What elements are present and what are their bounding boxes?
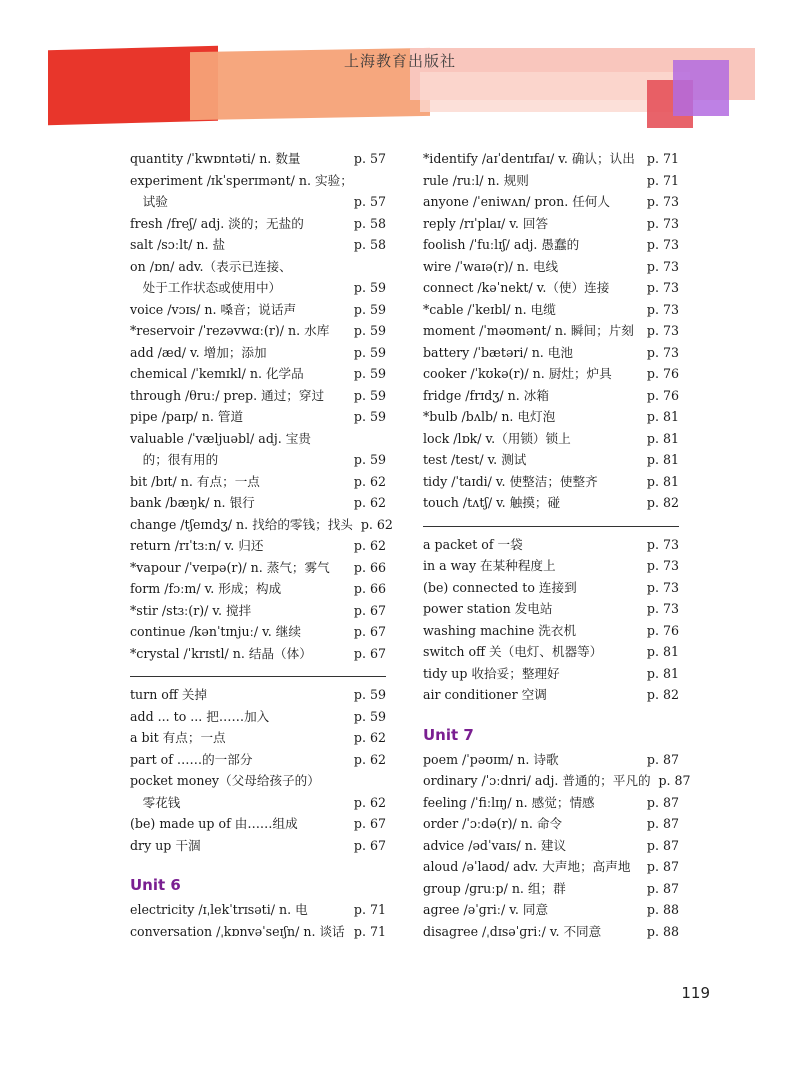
entry-term: fresh /freʃ/ adj. 淡的；无盐的: [130, 215, 304, 231]
entry-page-ref: p. 73: [646, 258, 679, 274]
entry-page-ref: p. 62: [353, 751, 386, 767]
glossary-entry: [423, 256, 679, 278]
entry-page-ref: p. 66: [353, 559, 386, 575]
entry-page-ref: p. 59: [353, 344, 386, 360]
entry-term: 处于工作状态或使用中）: [130, 280, 282, 295]
entry-page-ref: p. 71: [353, 902, 386, 917]
glossary-entry: [130, 406, 386, 428]
glossary-entry: [130, 921, 386, 943]
left-column: [130, 148, 393, 942]
entry-term: (be) connected to 连接到: [423, 579, 577, 595]
entry-term: order /ˈɔːdə(r)/ n. 命令: [423, 816, 563, 831]
entry-term: rule /ruːl/ n. 规则: [423, 172, 529, 188]
glossary-entry: [423, 813, 679, 835]
glossary-entry: [130, 535, 386, 557]
section-divider: [130, 676, 386, 677]
glossary-entry: [130, 684, 386, 706]
entry-page-ref: p. 87: [646, 794, 679, 810]
entry-term: electricity /ɪˌlekˈtrɪsəti/ n. 电: [130, 902, 308, 917]
entry-term: reply /rɪˈplaɪ/ v. 回答: [423, 215, 549, 231]
entry-page-ref: p. 59: [353, 687, 386, 702]
entry-page-ref: p. 66: [353, 581, 386, 596]
entry-page-ref: p. 87: [658, 773, 691, 788]
glossary-entry: [423, 148, 679, 170]
entry-term: tidy up 收拾妥；整理好: [423, 665, 560, 681]
glossary-entry: [423, 792, 679, 814]
entry-term: wire /ˈwaɪə(r)/ n. 电线: [423, 258, 559, 274]
glossary-entry: [130, 835, 386, 857]
entry-page-ref: p. 59: [353, 366, 386, 381]
entry-term: tidy /ˈtaɪdi/ v. 使整洁；使整齐: [423, 473, 598, 489]
unit-7-word-list: [423, 749, 691, 943]
glossary-entry: [423, 534, 679, 556]
entry-term: 试验: [130, 194, 168, 209]
entry-term: salt /sɔːlt/ n. 盐: [130, 237, 226, 252]
entry-term: *stir /stɜː(r)/ v. 搅拌: [130, 602, 252, 618]
entry-page-ref: p. 82: [646, 687, 679, 702]
entry-term: battery /ˈbætəri/ n. 电池: [423, 344, 573, 360]
glossary-entry: [423, 234, 679, 256]
glossary-entry: [423, 770, 691, 792]
entry-term: change /tʃeɪndʒ/ n. 找给的零钱；找头: [130, 516, 353, 532]
entry-term: moment /ˈməʊmənt/ n. 瞬间；片刻: [423, 323, 634, 338]
entry-page-ref: p. 59: [353, 708, 386, 724]
glossary-entry: [423, 320, 679, 342]
glossary-entry: [130, 899, 386, 921]
glossary-entry: [130, 492, 386, 514]
entry-page-ref: p. 88: [646, 902, 679, 917]
right-phrase-list: [423, 534, 679, 706]
unit-6-heading: Unit 6: [130, 876, 181, 894]
entry-page-ref: p. 67: [353, 837, 386, 853]
glossary-entry: [130, 385, 386, 407]
glossary-entry: [130, 363, 386, 385]
entry-term: on /ɒn/ adv.（表示已连接、: [130, 258, 292, 274]
entry-page-ref: p. 73: [646, 237, 679, 252]
entry-page-ref: p. 62: [353, 473, 386, 489]
entry-term: valuable /ˈvæljuəbl/ adj. 宝贵: [130, 430, 311, 446]
entry-term: part of ……的一部分: [130, 751, 253, 767]
glossary-entry: [423, 191, 679, 213]
glossary-entry: [423, 577, 679, 599]
entry-term: *identify /aɪˈdentɪfaɪ/ v. 确认；认出: [423, 151, 635, 166]
entry-page-ref: p. 59: [353, 280, 386, 295]
glossary-entry: [423, 385, 679, 407]
entry-page-ref: p. 73: [646, 194, 679, 209]
glossary-entry: [130, 706, 386, 728]
glossary-entry: [423, 663, 679, 685]
entry-term: quantity /ˈkwɒntəti/ n. 数量: [130, 151, 301, 166]
entry-page-ref: p. 71: [646, 172, 679, 188]
glossary-entry: [130, 148, 386, 170]
entry-term: chemical /ˈkemɪkl/ n. 化学品: [130, 366, 304, 381]
entry-term: form /fɔːm/ v. 形成；构成: [130, 581, 282, 596]
entry-term: conversation /ˌkɒnvəˈseɪʃn/ n. 谈话: [130, 923, 345, 939]
entry-page-ref: p. 62: [353, 538, 386, 553]
entry-term: feeling /ˈfiːlɪŋ/ n. 感觉；情感: [423, 794, 595, 810]
entry-term: test /test/ v. 测试: [423, 452, 527, 467]
unit-7-heading: Unit 7: [423, 725, 474, 744]
entry-term: power station 发电站: [423, 601, 553, 616]
entry-page-ref: p. 87: [646, 751, 679, 767]
entry-page-ref: p. 81: [646, 665, 679, 681]
entry-term: fridge /frɪdʒ/ n. 冰箱: [423, 387, 549, 403]
entry-term: dry up 干涸: [130, 837, 201, 853]
glossary-entry: [130, 578, 386, 600]
entry-page-ref: p. 62: [353, 794, 386, 810]
glossary-entry: [130, 792, 386, 814]
entry-term: in a way 在某种程度上: [423, 558, 556, 573]
entry-page-ref: p. 81: [646, 452, 679, 467]
entry-term: cooker /ˈkʊkə(r)/ n. 厨灶；炉具: [423, 366, 612, 381]
glossary-entry: [130, 557, 386, 579]
entry-page-ref: p. 82: [646, 495, 679, 510]
glossary-entry: [130, 256, 386, 278]
entry-page-ref: p. 57: [353, 194, 386, 209]
entry-page-ref: p. 62: [353, 495, 386, 510]
entry-page-ref: p. 73: [646, 601, 679, 616]
header-banner: [0, 0, 800, 140]
entry-page-ref: p. 81: [646, 644, 679, 659]
glossary-entry: [130, 770, 386, 792]
entry-term: return /rɪˈtɜːn/ v. 归还: [130, 538, 264, 553]
entry-page-ref: p. 73: [646, 323, 679, 338]
glossary-entry: [423, 921, 679, 943]
glossary-entry: [423, 835, 679, 857]
glossary-entry: [423, 555, 679, 577]
entry-term: touch /tʌtʃ/ v. 触摸；碰: [423, 495, 561, 510]
glossary-entry: [130, 813, 386, 835]
glossary-entry: [423, 856, 679, 878]
entry-page-ref: p. 81: [646, 473, 679, 489]
entry-page-ref: p. 57: [353, 151, 386, 166]
entry-term: connect /kəˈnekt/ v.（使）连接: [423, 280, 610, 295]
entry-page-ref: p. 73: [646, 579, 679, 595]
entry-page-ref: p. 59: [353, 409, 386, 424]
entry-page-ref: p. 76: [646, 366, 679, 381]
entry-page-ref: p. 73: [646, 215, 679, 231]
glossary-entry: [423, 299, 679, 321]
entry-page-ref: p. 81: [646, 430, 679, 446]
glossary-entry: [130, 428, 386, 450]
entry-term: foolish /ˈfuːlɪʃ/ adj. 愚蠢的: [423, 237, 580, 252]
entry-page-ref: p. 88: [646, 923, 679, 939]
entry-term: lock /lɒk/ v.（用锁）锁上: [423, 430, 571, 446]
left-word-list: [130, 148, 393, 664]
glossary-entry: [130, 749, 386, 771]
entry-page-ref: p. 62: [353, 730, 386, 745]
glossary-entry: [423, 749, 679, 771]
glossary-entry: [130, 277, 386, 299]
glossary-entry: [423, 620, 679, 642]
entry-page-ref: p. 67: [353, 645, 386, 661]
glossary-entry: [423, 213, 679, 235]
entry-page-ref: p. 87: [646, 859, 679, 874]
entry-page-ref: p. 73: [646, 301, 679, 317]
entry-term: aloud /əˈlaʊd/ adv. 大声地；高声地: [423, 859, 631, 874]
entry-term: pocket money（父母给孩子的）: [130, 773, 320, 788]
entry-term: 的；很有用的: [130, 452, 219, 467]
glossary-entry: [130, 342, 386, 364]
entry-term: turn off 关掉: [130, 687, 208, 702]
glossary-entry: [423, 170, 679, 192]
glossary-entry: [130, 170, 386, 192]
entry-term: air conditioner 空调: [423, 687, 547, 702]
glossary-entry: [423, 363, 679, 385]
entry-page-ref: p. 59: [353, 323, 386, 338]
glossary-entry: [423, 492, 679, 514]
entry-term: 零花钱: [130, 794, 181, 810]
entry-term: advice /ədˈvaɪs/ n. 建议: [423, 837, 567, 853]
entry-term: add /æd/ v. 增加；添加: [130, 344, 267, 360]
glossary-entry: [130, 234, 386, 256]
glossary-entry: [423, 641, 679, 663]
section-divider: [423, 526, 679, 527]
glossary-entry: [130, 643, 386, 665]
entry-page-ref: p. 81: [646, 409, 679, 424]
entry-term: disagree /ˌdɪsəˈɡriː/ v. 不同意: [423, 923, 602, 939]
entry-term: bank /bæŋk/ n. 银行: [130, 495, 255, 510]
glossary-entry: [423, 598, 679, 620]
entry-term: a packet of 一袋: [423, 536, 523, 552]
entry-term: *crystal /ˈkrɪstl/ n. 结晶（体）: [130, 645, 312, 661]
entry-term: switch off 关（电灯、机器等）: [423, 644, 603, 659]
entry-term: experiment /ɪkˈsperɪmənt/ n. 实验；: [130, 172, 353, 188]
entry-page-ref: p. 67: [353, 624, 386, 639]
glossary-entry: [130, 600, 386, 622]
glossary-entry: [423, 449, 679, 471]
glossary-entry: [130, 320, 386, 342]
unit-6-word-list: [130, 899, 386, 942]
entry-term: washing machine 洗衣机: [423, 622, 577, 638]
entry-term: pipe /paɪp/ n. 管道: [130, 409, 244, 424]
entry-page-ref: p. 67: [353, 816, 386, 831]
entry-page-ref: p. 58: [353, 215, 386, 231]
right-word-list: [423, 148, 679, 514]
entry-term: *vapour /ˈveɪpə(r)/ n. 蒸气；雾气: [130, 559, 330, 575]
entry-page-ref: p. 59: [353, 387, 386, 403]
glossary-entry: [423, 684, 679, 706]
left-phrase-list: [130, 684, 386, 856]
entry-term: *bulb /bʌlb/ n. 电灯泡: [423, 409, 556, 424]
entry-page-ref: p. 59: [353, 452, 386, 467]
entry-page-ref: p. 62: [360, 516, 393, 532]
entry-term: (be) made up of 由……组成: [130, 816, 298, 831]
entry-term: *reservoir /ˈrezəvwɑː(r)/ n. 水库: [130, 323, 330, 338]
entry-term: add ... to ... 把……加入: [130, 708, 270, 724]
glossary-entry: [130, 621, 386, 643]
entry-page-ref: p. 71: [646, 151, 679, 166]
glossary-entry: [130, 471, 386, 493]
entry-page-ref: p. 71: [353, 923, 386, 939]
glossary-entry: [130, 299, 386, 321]
glossary-entry: [423, 342, 679, 364]
right-column: [423, 148, 691, 942]
entry-term: through /θruː/ prep. 通过；穿过: [130, 387, 325, 403]
glossary-entry: [130, 727, 386, 749]
glossary-entry: [130, 213, 386, 235]
glossary-entry: [423, 277, 679, 299]
entry-term: poem /ˈpəʊɪm/ n. 诗歌: [423, 751, 559, 767]
glossary-entry: [423, 878, 679, 900]
glossary-entry: [130, 449, 386, 471]
glossary-entry: [423, 899, 679, 921]
entry-term: ordinary /ˈɔːdnri/ adj. 普通的；平凡的: [423, 773, 651, 788]
entry-page-ref: p. 59: [353, 301, 386, 317]
entry-page-ref: p. 73: [646, 558, 679, 573]
page-number: 119: [681, 984, 710, 1002]
glossary-entry: [423, 471, 679, 493]
entry-page-ref: p. 87: [646, 816, 679, 831]
entry-page-ref: p. 67: [353, 602, 386, 618]
glossary-entry: [130, 514, 393, 536]
entry-term: agree /əˈɡriː/ v. 同意: [423, 902, 549, 917]
entry-term: group /ɡruːp/ n. 组；群: [423, 880, 566, 896]
entry-page-ref: p. 73: [646, 536, 679, 552]
entry-term: anyone /ˈeniwʌn/ pron. 任何人: [423, 194, 610, 209]
entry-page-ref: p. 76: [646, 387, 679, 403]
entry-term: voice /vɔɪs/ n. 嗓音；说话声: [130, 301, 297, 317]
entry-term: bit /bɪt/ n. 有点；一点: [130, 473, 260, 489]
entry-page-ref: p. 76: [646, 622, 679, 638]
entry-page-ref: p. 73: [646, 344, 679, 360]
glossary-entry: [423, 428, 679, 450]
entry-page-ref: p. 87: [646, 880, 679, 896]
glossary-entry: [130, 191, 386, 213]
entry-page-ref: p. 73: [646, 280, 679, 295]
entry-term: *cable /ˈkeɪbl/ n. 电缆: [423, 301, 556, 317]
entry-term: a bit 有点；一点: [130, 730, 226, 745]
glossary-entry: [423, 406, 679, 428]
entry-term: continue /kənˈtɪnjuː/ v. 继续: [130, 624, 301, 639]
entry-page-ref: p. 87: [646, 837, 679, 853]
publisher-name: 上海教育出版社: [343, 52, 456, 70]
entry-page-ref: p. 58: [353, 237, 386, 252]
